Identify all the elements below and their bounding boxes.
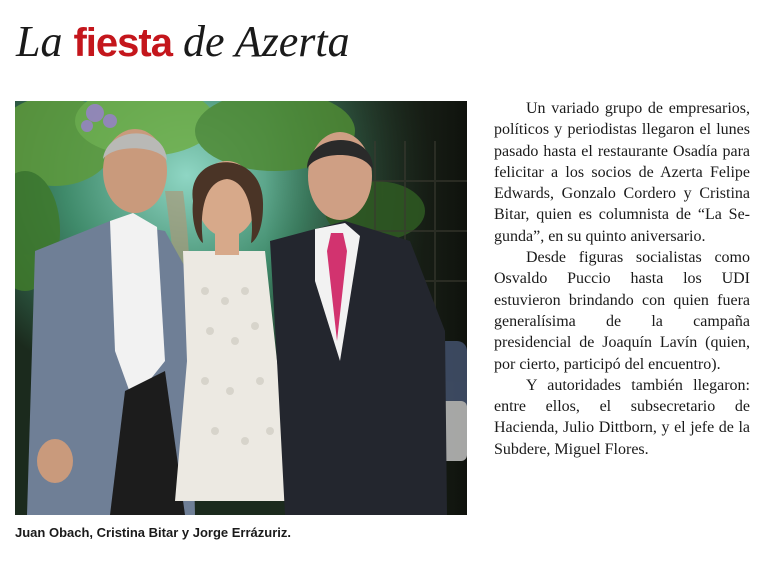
article-paragraph-2: Desde figuras socialistas como Osvaldo Puccio hasta los UDI estuvieron brindando con quien fuera generalísima de la campaña presidencial de Joaquín Lavín (quien, por cierto, participó del encuentro). <box>494 249 750 373</box>
event-photo <box>15 101 467 515</box>
headline-accent-word: fiesta <box>73 21 172 65</box>
article-paragraph-3: Y autoridades también llegaron: entre ellos, el subsecretario de Hacienda, Julio Dittborn, y el jefe de la Subdere, Miguel Flores. <box>494 376 750 458</box>
headline-part-2: de Azerta <box>171 17 350 66</box>
headline-part-1: La <box>16 17 74 66</box>
photo-caption: Juan Obach, Cristina Bitar y Jorge Errázuriz. <box>15 525 291 540</box>
headline <box>16 17 350 66</box>
event-photo-illustration <box>15 101 467 515</box>
article-paragraph-1: Un variado grupo de empresarios, políticos y periodistas llegaron el lunes pasado hasta el restaurante Osadía para felicitar a los socios de Azerta Felipe Edwards, Gonzalo Cordero y Cristina Bitar, quien es columnista de “La Segunda”, en su quinto aniversario. <box>494 100 750 245</box>
article-body <box>494 98 750 460</box>
